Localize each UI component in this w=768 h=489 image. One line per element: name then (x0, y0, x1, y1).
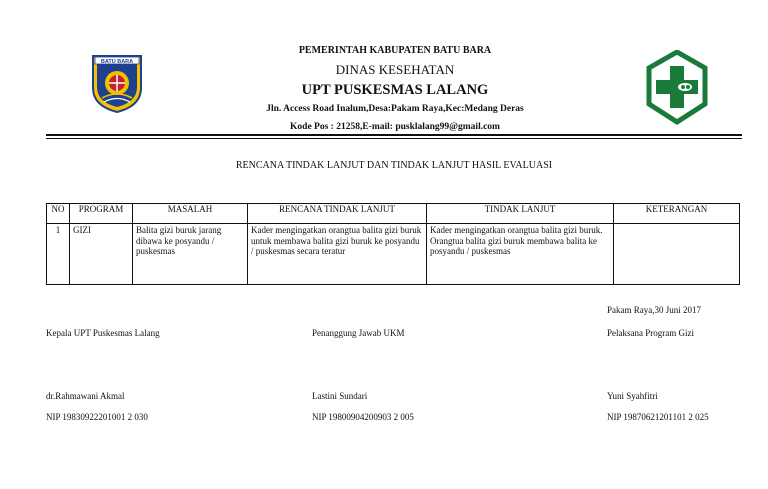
signer-left-nip: NIP 19830922201001 2 030 (46, 412, 148, 422)
batu-bara-crest-logo (90, 50, 144, 114)
col-header-masalah: MASALAH (133, 204, 248, 224)
cell-tindak-lanjut (427, 224, 614, 285)
cell-keterangan (614, 224, 740, 285)
puskesmas-logo (645, 50, 709, 126)
signer-left-role: Kepala UPT Puskesmas Lalang (46, 328, 160, 338)
signer-middle-name: Lastini Sundari (312, 391, 368, 401)
col-header-keterangan: KETERANGAN (614, 204, 740, 224)
address-line: Jln. Access Road Inalum,Desa:Pakam Raya,Kec:Medang Deras (266, 104, 524, 114)
signer-left-name: dr.Rahmawani Akmal (46, 391, 125, 401)
agency-name: DINAS KESEHATAN (335, 62, 455, 77)
letterhead-divider-thin (46, 138, 742, 139)
col-header-no: NO (47, 204, 70, 224)
cell-rencana: Kader mengingatkan orangtua balita gizi buruk untuk membawa balita gizi buruk ke posyandu / puskesmas secara teratur (248, 224, 427, 285)
table-header-row (47, 204, 740, 224)
cell-no: 1 (47, 224, 70, 285)
signer-right-role: Pelaksana Program Gizi (607, 328, 694, 338)
tindak-lanjut-line-1: Kader mengingatkan orangtua balita gizi buruk. (430, 225, 603, 235)
signer-middle-nip: NIP 19800904200903 2 005 (312, 412, 414, 422)
place-date: Pakam Raya,30 Juni 2017 (607, 305, 701, 315)
col-header-rencana: RENCANA TINDAK LANJUT (248, 204, 427, 224)
signer-right-name: Yuni Syahfitri (607, 391, 658, 401)
col-header-program: PROGRAM (70, 204, 133, 224)
unit-name: UPT PUSKESMAS LALANG (301, 82, 489, 98)
follow-up-table (46, 203, 740, 285)
tindak-lanjut-line-2: Orangtua balita gizi buruk membawa balita ke posyandu / puskesmas (430, 235, 597, 256)
signer-right-nip: NIP 19870621201101 2 025 (607, 412, 709, 422)
table-row (47, 224, 740, 285)
col-header-tindak: TINDAK LANJUT (427, 204, 614, 224)
government-name: PEMERINTAH KABUPATEN BATU BARA (298, 45, 492, 56)
contact-line: Kode Pos : 21258,E-mail: pusklalang99@gmail.com (290, 122, 500, 132)
letterhead-divider-thick (46, 134, 742, 136)
cell-masalah: Balita gizi buruk jarang dibawa ke posyandu / puskesmas (133, 224, 248, 285)
signer-middle-role: Penanggung Jawab UKM (312, 328, 405, 338)
crest-lettering: BATU BARA (100, 58, 134, 65)
document-title: RENCANA TINDAK LANJUT DAN TINDAK LANJUT HASIL EVALUASI (235, 160, 553, 171)
cell-program: GIZI (70, 224, 133, 285)
